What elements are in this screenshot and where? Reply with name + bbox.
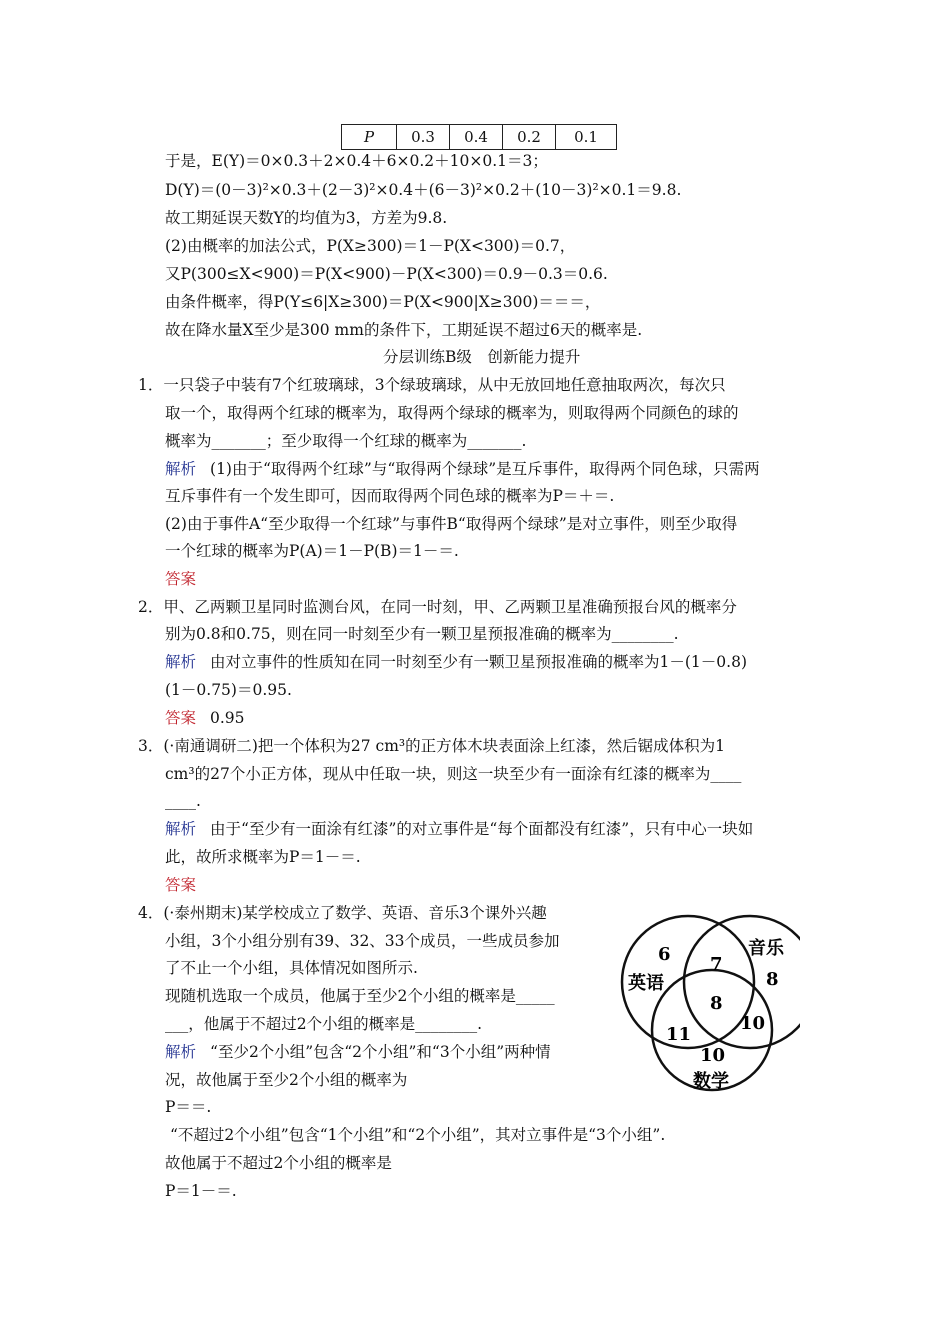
question-2-line: 2．甲、乙两颗卫星同时监测台风，在同一时刻，甲、乙两颗卫星准确预报台风的概率分 <box>138 598 737 616</box>
analysis-line: 一个红球的概率为P(A)＝1－P(B)＝1－＝. <box>165 542 459 560</box>
answer-line <box>165 569 210 589</box>
probability-table <box>341 124 617 150</box>
answer-line: 答案 0.95 <box>165 709 245 727</box>
text-line: 故在降水量X至少是300 mm的条件下，工期延误不超过6天的概率是. <box>165 321 643 339</box>
all-three-count: 8 <box>710 993 723 1014</box>
english-label: 英语 <box>628 973 664 994</box>
text-line: 又P(300≤X<900)＝P(X<900)－P(X<300)＝0.9－0.3＝0.6. <box>165 265 608 283</box>
question-4-line: ___，他属于不超过2个小组的概率是________. <box>165 1015 483 1033</box>
table-cell: 0.4 <box>450 125 503 150</box>
text-line: 故工期延误天数Y的均值为3，方差为9.8. <box>165 209 448 227</box>
question-4-line: 了不止一个小组，具体情况如图所示. <box>165 959 418 977</box>
music-math-count: 10 <box>740 1013 766 1034</box>
question-2-line: 别为0.8和0.75，则在同一时刻至少有一颗卫星预报准确的概率为________. <box>165 625 679 643</box>
question-1-line: 取一个，取得两个红球的概率为，取得两个绿球的概率为，则取得两个同颜色的球的 <box>165 404 739 422</box>
answer-label: 答案 <box>165 876 197 894</box>
text-line: D(Y)＝(0－3)²×0.3＋(2－3)²×0.4＋(6－3)²×0.2＋(10－3)²×0.1＝9.8. <box>165 181 682 199</box>
question-3-line: ____. <box>165 792 201 810</box>
analysis-line: P＝＝. <box>165 1098 212 1116</box>
table-cell: 0.3 <box>397 125 450 150</box>
question-3-line: 3．(·南通调研二)把一个体积为27 cm³的正方体木块表面涂上红漆，然后锯成体积为1 <box>138 737 725 755</box>
question-4-line: 小组，3个小组分别有39、32、33个成员，一些成员参加 <box>165 932 560 950</box>
analysis-line: P＝1－＝. <box>165 1182 237 1200</box>
analysis-line: 此，故所求概率为P＝1－＝. <box>165 848 361 866</box>
table-cell: P <box>342 125 397 150</box>
answer-line <box>165 875 210 895</box>
text-line: 由条件概率，得P(Y≤6|X≥300)＝P(X<900|X≥300)＝＝＝， <box>165 293 601 311</box>
analysis-line: 互斥事件有一个发生即可，因而取得两个同色球的概率为P＝＋＝. <box>165 487 615 505</box>
analysis-line: (1－0.75)＝0.95. <box>165 681 292 699</box>
analysis-line: 故他属于不超过2个小组的概率是 <box>165 1154 392 1172</box>
music-only-count: 8 <box>766 969 779 990</box>
analysis-line: 解析 由对立事件的性质知在同一时刻至少有一颗卫星预报准确的概率为1－(1－0.8) <box>165 653 747 671</box>
english-only-count: 6 <box>658 944 671 965</box>
analysis-label: 解析 <box>165 653 197 671</box>
section-title: 分层训练B级 创新能力提升 <box>383 348 581 366</box>
analysis-line: 解析 由于“至少有一面涂有红漆”的对立事件是“每个面都没有红漆”，只有中心一块如 <box>165 820 754 838</box>
music-label: 音乐 <box>748 938 784 959</box>
text-line: 于是，E(Y)＝0×0.3＋2×0.4＋6×0.2＋10×0.1＝3； <box>165 152 548 170</box>
answer-label: 答案 <box>165 709 197 727</box>
english-music-count: 7 <box>710 954 723 975</box>
math-label: 数学 <box>693 1071 729 1092</box>
analysis-label: 解析 <box>165 1043 197 1061</box>
question-3-line: cm³的27个小正方体，现从中任取一块，则这一块至少有一面涂有红漆的概率为____ <box>165 765 742 783</box>
question-4-line: 4．(·泰州期末)某学校成立了数学、英语、音乐3个课外兴趣 <box>138 904 547 922</box>
analysis-line: (2)由于事件A“至少取得一个红球”与事件B“取得两个绿球”是对立事件，则至少取得 <box>165 515 738 533</box>
question-4-line: 现随机选取一个成员，他属于至少2个小组的概率是_____ <box>165 987 555 1005</box>
question-1-line: 概率为_______；至少取得一个红球的概率为_______. <box>165 432 527 450</box>
analysis-line: “不超过2个小组”包含“1个小组”和“2个小组”，其对立事件是“3个小组”. <box>170 1126 666 1144</box>
analysis-line: 解析 “至少2个小组”包含“2个小组”和“3个小组”两种情 <box>165 1043 551 1061</box>
table-cell: 0.1 <box>556 125 617 150</box>
analysis-label: 解析 <box>165 460 197 478</box>
analysis-line: 解析 (1)由于“取得两个红球”与“取得两个绿球”是互斥事件，取得两个同色球，只需两 <box>165 460 760 478</box>
math-only-count: 10 <box>700 1045 726 1066</box>
analysis-line: 况，故他属于至少2个小组的概率为 <box>165 1071 408 1089</box>
venn-diagram <box>600 910 800 1130</box>
english-math-count: 11 <box>666 1024 692 1045</box>
analysis-label: 解析 <box>165 820 197 838</box>
text-line: (2)由概率的加法公式，P(X≥300)＝1－P(X<300)＝0.7， <box>165 237 576 255</box>
answer-label: 答案 <box>165 570 197 588</box>
question-1-line: 1．一只袋子中装有7个红玻璃球，3个绿玻璃球，从中无放回地任意抽取两次，每次只 <box>138 376 726 394</box>
table-cell: 0.2 <box>503 125 556 150</box>
